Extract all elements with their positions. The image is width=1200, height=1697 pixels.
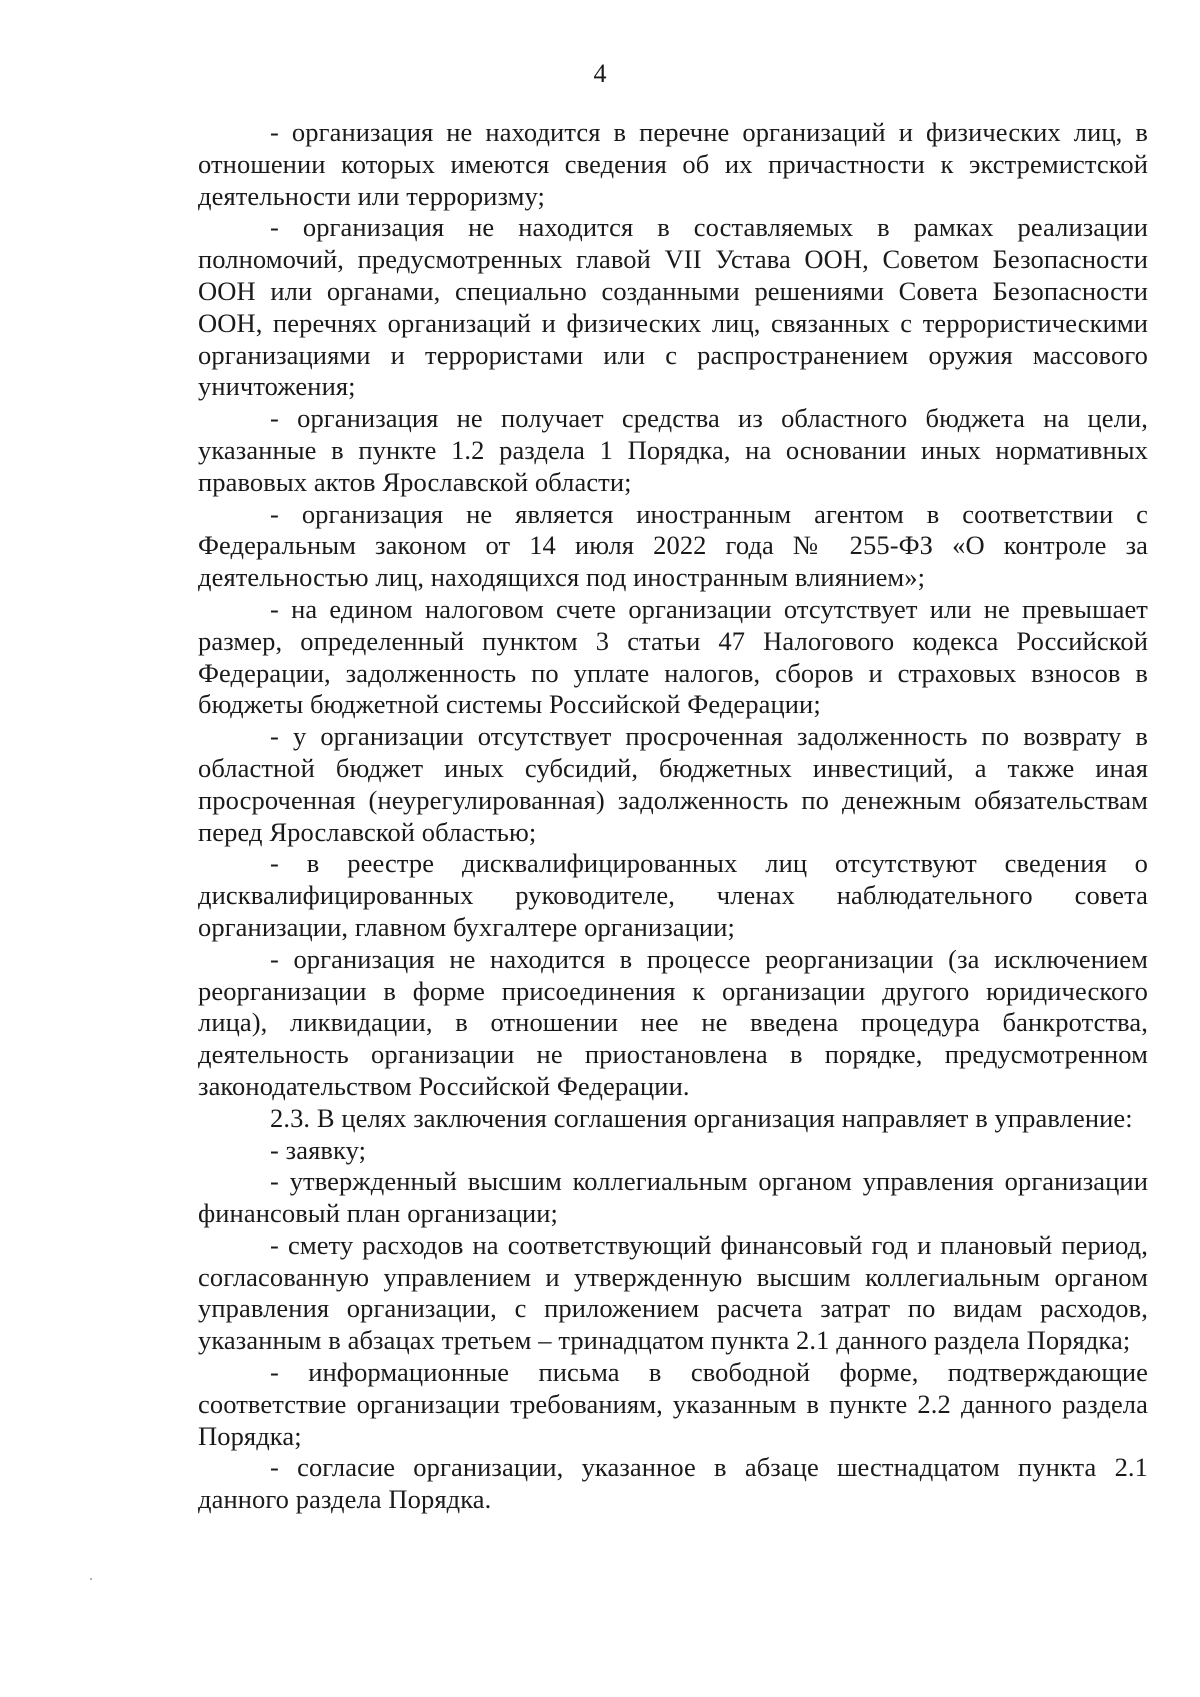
paragraph: - смету расходов на соответствующий финансовый год и плановый период, согласованную управлением и утвержденную высшим коллегиальным органом управления организации, с приложением расчета затрат по видам расходов, указанным в абзацах третьем – тринадцатом пункта 2.1 данного раздела Порядка; — [198, 1229, 1148, 1356]
paragraph: - утвержденный высшим коллегиальным органом управления организации финансовый план организации; — [198, 1166, 1148, 1229]
paragraph: - согласие организации, указанное в абзаце шестнадцатом пункта 2.1 данного раздела Порядка. — [198, 1452, 1148, 1515]
paragraph: - организация не находится в перечне организаций и физических лиц, в отношении которых имеются сведения об их причастности к экстремистской деятельности или терроризму; — [198, 117, 1148, 211]
paragraph: - организация не находится в процессе реорганизации (за исключением реорганизации в форме присоединения к организации другого юридического лица), ликвидации, в отношении нее не введена процедура банкротства, деятельность организации не приостановлена в порядке, предусмотренном законодательством Российской Федерации. — [198, 943, 1148, 1101]
paragraph: - информационные письма в свободной форме, подтверждающие соответствие организации требованиям, указанным в пункте 2.2 данного раздела Порядка; — [198, 1357, 1148, 1451]
scan-speck — [90, 1578, 92, 1580]
paragraph: - в реестре дисквалифицированных лиц отсутствуют сведения о дисквалифицированных руководителе, членах наблюдательного совета организации, главном бухгалтере организации; — [198, 848, 1148, 942]
paragraph: - заявку; — [270, 1134, 367, 1165]
paragraph: - на едином налоговом счете организации отсутствует или не превышает размер, определенный пунктом 3 статьи 47 Налогового кодекса Российской Федерации, задолженность по уплате налогов, сборов и страховых взносов в бюджеты бюджетной системы Российской Федерации; — [198, 593, 1148, 720]
section-heading-paragraph: 2.3. В целях заключения соглашения организация направляет в управление: — [270, 1102, 1133, 1133]
paragraph: - организация не находится в составляемых в рамках реализации полномочий, предусмотренных главой VII Устава ООН, Советом Безопасности ООН или органами, специально созданными решениями Совета Безопасности ООН, перечнях организаций и физических лиц, связанных с террористическими организациями и террористами или с распространением оружия массового уничтожения; — [198, 212, 1148, 402]
paragraph: - у организации отсутствует просроченная задолженность по возврату в областной бюджет иных субсидий, бюджетных инвестиций, а также иная просроченная (неурегулированная) задолженность по денежным обязательствам перед Ярославской областью; — [198, 721, 1148, 847]
document-body — [198, 117, 1148, 1516]
paragraph: - организация не является иностранным агентом в соответствии с Федеральным законом от 14 июля 2022 года № 255-ФЗ «О контроле за деятельностью лиц, находящихся под иностранным влиянием»; — [198, 498, 1148, 593]
page-number: 4 — [593, 59, 607, 88]
paragraph: - организация не получает средства из областного бюджета на цели, указанные в пункте 1.2 раздела 1 Порядка, на основании иных нормативных правовых актов Ярославской области; — [198, 403, 1148, 497]
